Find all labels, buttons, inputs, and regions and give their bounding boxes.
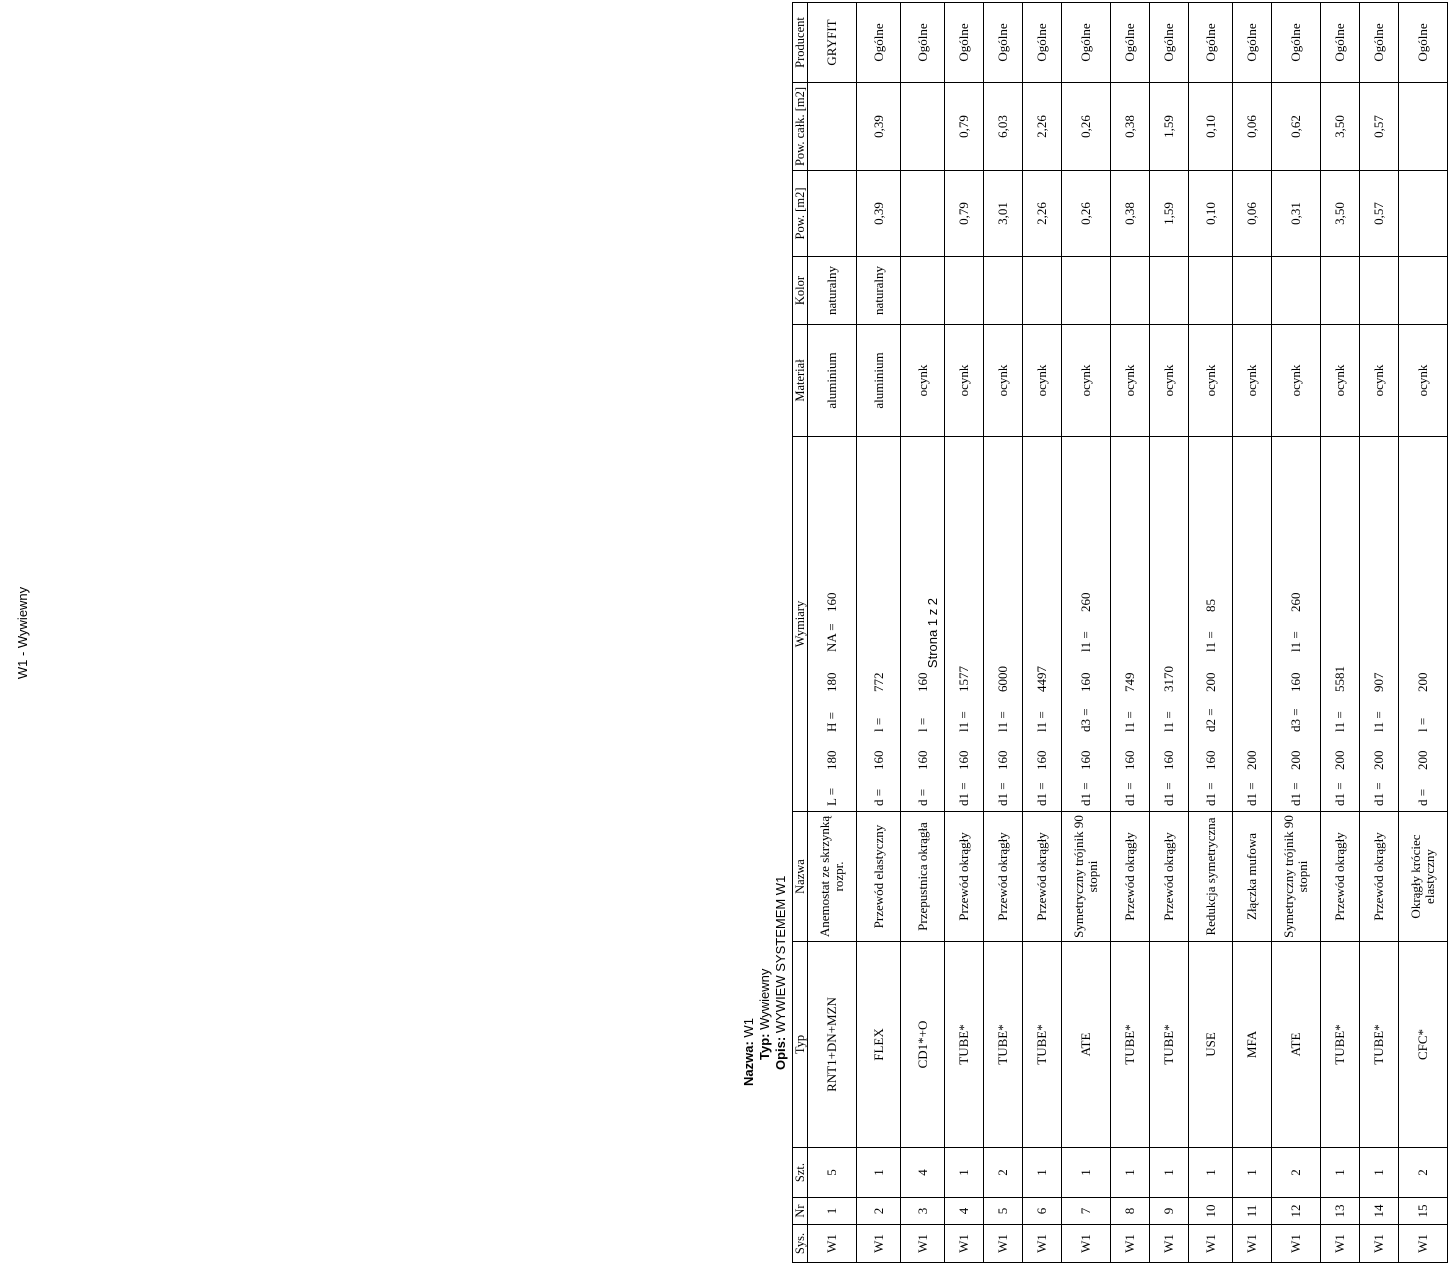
dimension-v2: 180 (824, 672, 839, 692)
cell-producent: Ogólne (1399, 3, 1448, 83)
dimension-v1: 200 (1371, 750, 1386, 770)
meta-opis (773, 876, 789, 1086)
meta-typ-label: Typ: (757, 1033, 772, 1060)
cell-wymiary (857, 437, 901, 812)
cell-producent: Ogólne (1150, 3, 1189, 83)
header-pow: Pow. [m2] (793, 171, 808, 257)
table-row (1023, 3, 1062, 1263)
dimension-v1: 160 (1161, 750, 1176, 770)
cell-typ: TUBE* (1321, 942, 1360, 1148)
cell-pow-calk: 0,79 (945, 83, 984, 171)
dimension-d1: d1 = (1161, 782, 1176, 806)
dimension-v1: 160 (1122, 750, 1137, 770)
cell-sys: W1 (1233, 1225, 1272, 1263)
cell-pow-calk: 1,59 (1150, 83, 1189, 171)
cell-material: ocynk (901, 325, 945, 437)
cell-nr: 3 (901, 1198, 945, 1225)
cell-material: ocynk (1399, 325, 1448, 437)
dimension-v2: 907 (1371, 672, 1386, 692)
cell-kolor (1189, 257, 1233, 325)
header-sys: Sys. (793, 1225, 808, 1263)
cell-wymiary (1272, 437, 1321, 812)
cell-pow-calk: 6,03 (984, 83, 1023, 171)
cell-material: ocynk (1062, 325, 1111, 437)
cell-material: aluminium (808, 325, 857, 437)
document-meta (741, 876, 789, 1086)
dimension-d1: d1 = (956, 782, 971, 806)
page-footer: Strona 1 z 2 (925, 597, 940, 669)
cell-producent: Ogólne (857, 3, 901, 83)
dimension-v3: 160 (824, 592, 839, 612)
header-typ: Typ (793, 942, 808, 1148)
cell-pow: 0,38 (1111, 171, 1150, 257)
cell-pow: 0,79 (945, 171, 984, 257)
cell-sys: W1 (1062, 1225, 1111, 1263)
dimension-d1: d1 = (1078, 782, 1093, 806)
dimension-v3: 85 (1202, 599, 1218, 612)
cell-pow-calk: 3,50 (1321, 83, 1360, 171)
meta-nazwa-value: W1 (741, 1018, 756, 1038)
cell-wymiary (1023, 437, 1062, 812)
dimension-d1: d = (870, 788, 886, 806)
cell-material: ocynk (1321, 325, 1360, 437)
meta-typ-value: Wywiewny (757, 968, 772, 1030)
dimension-v1: 180 (824, 750, 839, 770)
cell-nr: 9 (1150, 1198, 1189, 1225)
dimension-d1: d1 = (1202, 782, 1218, 806)
cell-typ: TUBE* (1150, 942, 1189, 1148)
dimension-v2: 772 (870, 672, 886, 692)
cell-szt: 4 (901, 1148, 945, 1198)
dimensions-group (1079, 440, 1093, 808)
table-row (857, 3, 901, 1263)
table-row (1272, 3, 1321, 1263)
dimension-v1: 160 (995, 750, 1010, 770)
dimension-d1: d1 = (1122, 782, 1137, 806)
cell-producent: Ogólne (1111, 3, 1150, 83)
cell-szt: 2 (984, 1148, 1023, 1198)
cell-nazwa: Przewód okrągły (1023, 812, 1062, 942)
cell-producent: GRYFIT (808, 3, 857, 83)
cell-nazwa: Przepustnica okrągła (901, 812, 945, 942)
cell-nr: 10 (1189, 1198, 1233, 1225)
cell-kolor (1233, 257, 1272, 325)
cell-nazwa: Anemostat ze skrzynką rozpr. (808, 812, 857, 942)
dimension-v2: 160 (914, 672, 930, 692)
dimension-v1: 200 (1244, 750, 1259, 770)
cell-kolor (1062, 257, 1111, 325)
dimensions-group (1245, 440, 1259, 808)
dimension-d2: l1 = (1034, 711, 1049, 732)
cell-pow: 0,26 (1062, 171, 1111, 257)
cell-typ: TUBE* (1111, 942, 1150, 1148)
cell-wymiary (984, 437, 1023, 812)
cell-nr: 6 (1023, 1198, 1062, 1225)
dimension-v2: 4497 (1034, 666, 1049, 692)
cell-sys: W1 (984, 1225, 1023, 1263)
cell-kolor (1399, 257, 1448, 325)
cell-szt: 1 (1360, 1148, 1399, 1198)
parts-table (792, 2, 1448, 1263)
dimension-d3: NA = (824, 623, 839, 652)
dimension-v2: 160 (1078, 672, 1093, 692)
meta-typ (757, 876, 773, 1086)
cell-material: ocynk (945, 325, 984, 437)
cell-pow: 2,26 (1023, 171, 1062, 257)
table-header-row (793, 3, 808, 1263)
table-row (1111, 3, 1150, 1263)
cell-typ: TUBE* (945, 942, 984, 1148)
table-row (945, 3, 984, 1263)
dimension-v3: 260 (1288, 592, 1303, 612)
dimension-d2: l = (914, 717, 930, 732)
dimension-v3: 260 (1078, 592, 1093, 612)
header-szt: Szt. (793, 1148, 808, 1198)
dimension-v1: 160 (1078, 750, 1093, 770)
dimension-d2: H = (824, 712, 839, 732)
dimension-d2: l1 = (995, 711, 1010, 732)
dimensions-group (1333, 440, 1347, 808)
cell-pow-calk: 0,39 (857, 83, 901, 171)
cell-nazwa: Symetryczny trójnik 90 stopni (1062, 812, 1111, 942)
cell-producent: Ogólne (901, 3, 945, 83)
cell-kolor (945, 257, 984, 325)
dimension-d3: l1 = (1078, 631, 1093, 652)
dimensions-group (1035, 440, 1049, 808)
cell-nazwa: Przewód okrągły (1321, 812, 1360, 942)
cell-wymiary (1189, 437, 1233, 812)
cell-pow: 0,57 (1360, 171, 1399, 257)
cell-nr: 5 (984, 1198, 1023, 1225)
cell-material: ocynk (1272, 325, 1321, 437)
dimension-v1: 160 (1202, 750, 1218, 770)
cell-nr: 1 (808, 1198, 857, 1225)
dimension-d1: d = (1415, 788, 1430, 806)
dimensions-group (1123, 440, 1137, 808)
cell-pow-calk: 0,62 (1272, 83, 1321, 171)
cell-szt: 1 (1189, 1148, 1233, 1198)
cell-sys: W1 (1150, 1225, 1189, 1263)
cell-kolor (984, 257, 1023, 325)
cell-typ: RNT1+DN+MZN (808, 942, 857, 1148)
cell-typ: TUBE* (1360, 942, 1399, 1148)
dimension-v2: 200 (1415, 672, 1430, 692)
cell-pow-calk: 0,26 (1062, 83, 1111, 171)
dimension-d3: l1 = (1288, 631, 1303, 652)
cell-typ: CD1*+O (901, 942, 945, 1148)
cell-wymiary (1321, 437, 1360, 812)
meta-nazwa (741, 876, 757, 1086)
cell-szt: 1 (945, 1148, 984, 1198)
cell-sys: W1 (808, 1225, 857, 1263)
dimension-d2: l1 = (1332, 711, 1347, 732)
cell-producent: Ogólne (984, 3, 1023, 83)
dimension-d2: l1 = (1122, 711, 1137, 732)
page-header: W1 - Wywiewny (15, 586, 30, 680)
cell-sys: W1 (1399, 1225, 1448, 1263)
dimensions-group (996, 440, 1010, 808)
cell-wymiary (808, 437, 857, 812)
cell-nr: 8 (1111, 1198, 1150, 1225)
cell-typ: MFA (1233, 942, 1272, 1148)
cell-wymiary (1062, 437, 1111, 812)
cell-sys: W1 (1360, 1225, 1399, 1263)
cell-sys: W1 (1111, 1225, 1150, 1263)
dimension-v1: 160 (870, 750, 886, 770)
header-pow-calk: Pow. całk. [m2] (793, 83, 808, 171)
dimension-d2: l1 = (1371, 711, 1386, 732)
cell-pow-calk: 0,10 (1189, 83, 1233, 171)
dimension-v2: 160 (1288, 672, 1303, 692)
dimensions-group (1372, 440, 1386, 808)
cell-pow-calk (808, 83, 857, 171)
dimension-d1: d = (914, 788, 930, 806)
cell-producent: Ogólne (1233, 3, 1272, 83)
dimension-d2: l = (1415, 717, 1430, 732)
cell-pow: 3,50 (1321, 171, 1360, 257)
cell-typ: TUBE* (984, 942, 1023, 1148)
cell-producent: Ogólne (1360, 3, 1399, 83)
cell-szt: 1 (1150, 1148, 1189, 1198)
cell-nazwa: Przewód okrągły (945, 812, 984, 942)
table-row (1189, 3, 1233, 1263)
dimension-v1: 160 (1034, 750, 1049, 770)
cell-szt: 1 (1111, 1148, 1150, 1198)
cell-material: aluminium (857, 325, 901, 437)
dimension-d3: l1 = (1202, 631, 1218, 652)
dimension-v2: 749 (1122, 672, 1137, 692)
dimension-d2: l = (870, 717, 886, 732)
table-row (984, 3, 1023, 1263)
dimension-v1: 160 (914, 750, 930, 770)
dimension-v2: 6000 (995, 666, 1010, 692)
cell-szt: 2 (1399, 1148, 1448, 1198)
dimension-v1: 200 (1332, 750, 1347, 770)
dimension-d2: l1 = (1161, 711, 1176, 732)
cell-kolor (1023, 257, 1062, 325)
cell-wymiary (1360, 437, 1399, 812)
dimension-v1: 160 (956, 750, 971, 770)
dimension-d1: d1 = (995, 782, 1010, 806)
cell-nr: 4 (945, 1198, 984, 1225)
cell-nazwa: Symetryczny trójnik 90 stopni (1272, 812, 1321, 942)
cell-wymiary (1150, 437, 1189, 812)
cell-typ: USE (1189, 942, 1233, 1148)
meta-nazwa-label: Nazwa: (741, 1041, 756, 1086)
dimension-d1: d1 = (1371, 782, 1386, 806)
cell-pow (1399, 171, 1448, 257)
cell-sys: W1 (901, 1225, 945, 1263)
cell-sys: W1 (1321, 1225, 1360, 1263)
cell-material: ocynk (1150, 325, 1189, 437)
cell-kolor (1272, 257, 1321, 325)
cell-pow: 3,01 (984, 171, 1023, 257)
cell-pow-calk (1399, 83, 1448, 171)
cell-nazwa: Złączka mufowa (1233, 812, 1272, 942)
cell-producent: Ogólne (1189, 3, 1233, 83)
cell-pow-calk: 0,06 (1233, 83, 1272, 171)
cell-pow-calk: 0,38 (1111, 83, 1150, 171)
cell-szt: 1 (1062, 1148, 1111, 1198)
dimension-d1: d1 = (1332, 782, 1347, 806)
meta-opis-value: WYWIEW SYSTEMEM W1 (773, 875, 788, 1034)
cell-material: ocynk (1023, 325, 1062, 437)
dimension-d1: d1 = (1244, 782, 1259, 806)
dimensions-group (1204, 440, 1218, 808)
cell-szt: 1 (1321, 1148, 1360, 1198)
cell-nazwa: Przewód okrągły (984, 812, 1023, 942)
dimensions-group (1162, 440, 1176, 808)
cell-typ: CFC* (1399, 942, 1448, 1148)
cell-nazwa: Przewód okrągły (1111, 812, 1150, 942)
cell-sys: W1 (857, 1225, 901, 1263)
cell-sys: W1 (1189, 1225, 1233, 1263)
cell-szt: 5 (808, 1148, 857, 1198)
cell-nr: 11 (1233, 1198, 1272, 1225)
dimensions-group (1416, 440, 1430, 808)
cell-nazwa: Przewód okrągły (1360, 812, 1399, 942)
cell-kolor (1360, 257, 1399, 325)
cell-nazwa: Przewód okrągły (1150, 812, 1189, 942)
cell-typ: ATE (1272, 942, 1321, 1148)
cell-producent: Ogólne (1062, 3, 1111, 83)
cell-producent: Ogólne (1023, 3, 1062, 83)
dimension-d2: l1 = (956, 711, 971, 732)
cell-sys: W1 (1272, 1225, 1321, 1263)
cell-wymiary (1111, 437, 1150, 812)
cell-pow: 0,39 (857, 171, 901, 257)
table-row (1321, 3, 1360, 1263)
cell-material: ocynk (1233, 325, 1272, 437)
cell-szt: 1 (1233, 1148, 1272, 1198)
meta-opis-label: Opis: (773, 1036, 788, 1070)
cell-kolor (1150, 257, 1189, 325)
dimensions-group (872, 440, 886, 808)
dimension-v2: 3170 (1161, 666, 1176, 692)
cell-nr: 2 (857, 1198, 901, 1225)
cell-kolor: naturalny (857, 257, 901, 325)
dimension-d2: d2 = (1202, 708, 1218, 732)
cell-nazwa: Redukcja symetryczna (1189, 812, 1233, 942)
cell-pow: 0,31 (1272, 171, 1321, 257)
cell-sys: W1 (1023, 1225, 1062, 1263)
cell-szt: 2 (1272, 1148, 1321, 1198)
header-wymiary: Wymiary (793, 437, 808, 812)
table-row (1399, 3, 1448, 1263)
table-row (1150, 3, 1189, 1263)
header-kolor: Kolor (793, 257, 808, 325)
dimension-d2: d3 = (1288, 708, 1303, 732)
dimensions-group (1289, 440, 1303, 808)
cell-wymiary (945, 437, 984, 812)
dimension-v1: 200 (1415, 750, 1430, 770)
cell-nr: 14 (1360, 1198, 1399, 1225)
dimension-d1: d1 = (1288, 782, 1303, 806)
table-row (1062, 3, 1111, 1263)
cell-szt: 1 (857, 1148, 901, 1198)
table-row (1360, 3, 1399, 1263)
cell-material: ocynk (1189, 325, 1233, 437)
header-nazwa: Nazwa (793, 812, 808, 942)
cell-nr: 13 (1321, 1198, 1360, 1225)
cell-szt: 1 (1023, 1148, 1062, 1198)
cell-material: ocynk (1360, 325, 1399, 437)
cell-producent: Ogólne (1272, 3, 1321, 83)
cell-nr: 7 (1062, 1198, 1111, 1225)
cell-pow: 1,59 (1150, 171, 1189, 257)
header-producent: Producent (793, 3, 808, 83)
cell-nazwa: Okrągły króciec elastyczny (1399, 812, 1448, 942)
dimension-v1: 200 (1288, 750, 1303, 770)
dimension-v2: 5581 (1332, 666, 1347, 692)
dimension-d1: L = (824, 787, 839, 806)
dimension-d1: d1 = (1034, 782, 1049, 806)
cell-wymiary (1399, 437, 1448, 812)
cell-producent: Ogólne (1321, 3, 1360, 83)
dimensions-group (825, 440, 839, 808)
cell-pow-calk: 2,26 (1023, 83, 1062, 171)
cell-nazwa: Przewód elastyczny (857, 812, 901, 942)
cell-pow (808, 171, 857, 257)
cell-pow-calk: 0,57 (1360, 83, 1399, 171)
dimension-v2: 200 (1202, 672, 1218, 692)
table-row (1233, 3, 1272, 1263)
cell-typ: FLEX (857, 942, 901, 1148)
dimensions-group (957, 440, 971, 808)
cell-material: ocynk (984, 325, 1023, 437)
cell-typ: ATE (1062, 942, 1111, 1148)
cell-material: ocynk (1111, 325, 1150, 437)
cell-pow: 0,06 (1233, 171, 1272, 257)
cell-kolor (1111, 257, 1150, 325)
table-row (808, 3, 857, 1263)
cell-nr: 12 (1272, 1198, 1321, 1225)
header-material: Materiał (793, 325, 808, 437)
cell-kolor: naturalny (808, 257, 857, 325)
dimension-d2: d3 = (1078, 708, 1093, 732)
cell-wymiary (1233, 437, 1272, 812)
cell-nr: 15 (1399, 1198, 1448, 1225)
cell-producent: Ogólne (945, 3, 984, 83)
header-nr: Nr (793, 1198, 808, 1225)
cell-sys: W1 (945, 1225, 984, 1263)
cell-kolor (1321, 257, 1360, 325)
dimension-v2: 1577 (956, 666, 971, 692)
cell-typ: TUBE* (1023, 942, 1062, 1148)
cell-pow: 0,10 (1189, 171, 1233, 257)
